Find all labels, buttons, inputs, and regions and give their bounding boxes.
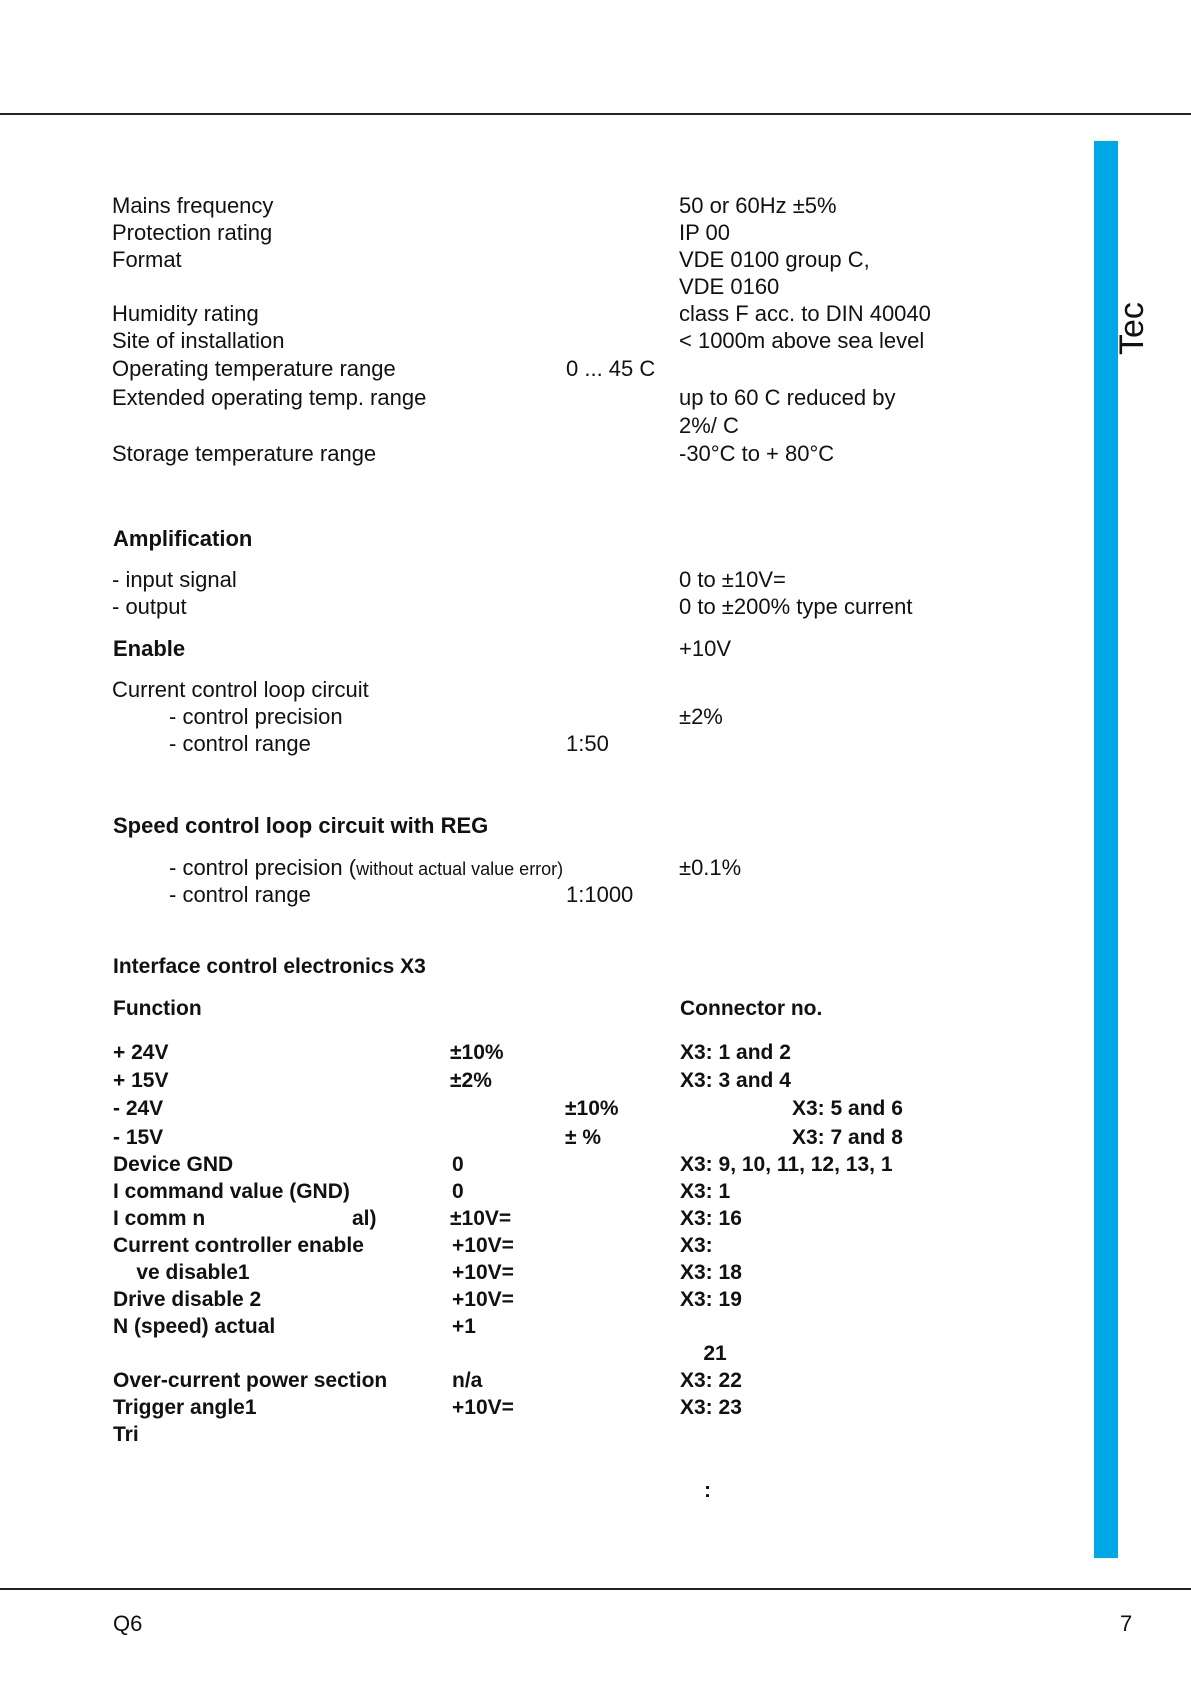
interface-function: - 15V (113, 1126, 164, 1149)
interface-function: Over-current power section (113, 1369, 388, 1392)
header-rule (0, 113, 1191, 115)
interface-tolerance: +10V= (452, 1261, 514, 1284)
current-range-label: - control range (169, 731, 311, 756)
spec-value: VDE 0160 (679, 274, 780, 299)
interface-tolerance: +1 (452, 1315, 476, 1338)
interface-function: Tri (113, 1423, 139, 1446)
interface-connector: X3: 16 (680, 1207, 742, 1230)
interface-tolerance: 0 (452, 1153, 464, 1176)
interface-connector: X3: 19 (680, 1288, 742, 1311)
interface-function-tail: al) (352, 1207, 377, 1230)
side-tab-label: Tec (1113, 302, 1151, 355)
spec-label: Site of installation (112, 328, 285, 353)
interface-function: - 24V (113, 1097, 164, 1120)
interface-tolerance: +10V= (452, 1288, 514, 1311)
column-header-function: Function (113, 997, 202, 1020)
spec-value: 50 or 60Hz ±5% (679, 193, 837, 218)
amp-output-label: - output (112, 594, 187, 619)
interface-tolerance: n/a (452, 1369, 483, 1392)
section-heading-current-loop: Current control loop circuit (112, 677, 369, 702)
interface-function: Trigger angle1 (113, 1396, 257, 1419)
spec-mid-value: 0 ... 45 C (566, 356, 656, 381)
interface-tolerance: 0 (452, 1180, 464, 1203)
interface-function: Current controller enable (113, 1234, 364, 1257)
footer-doc-code: Q6 (113, 1611, 143, 1636)
speed-precision-value: ±0.1% (679, 855, 742, 880)
spec-label: Mains frequency (112, 193, 274, 218)
spec-value: class F acc. to DIN 40040 (679, 301, 931, 326)
interface-connector: X3: 5 and 6 (792, 1097, 903, 1120)
current-precision-label: - control precision (169, 704, 343, 729)
spec-value: VDE 0100 group C, (679, 247, 870, 272)
interface-function: + 24V (113, 1041, 169, 1064)
footer-rule (0, 1588, 1191, 1590)
interface-connector: X3: 1 (680, 1180, 731, 1203)
spec-value: IP 00 (679, 220, 730, 245)
amp-input-label: - input signal (112, 567, 237, 592)
spec-value: < 1000m above sea level (679, 328, 925, 353)
spec-label: Storage temperature range (112, 441, 377, 466)
current-precision-value: ±2% (679, 704, 723, 729)
interface-function: N (speed) actual (113, 1315, 276, 1338)
interface-tolerance: ±10% (565, 1097, 619, 1120)
page-number: 7 (1120, 1611, 1133, 1636)
spec-label: Extended operating temp. range (112, 385, 427, 410)
interface-connector: X3: 22 (680, 1369, 742, 1392)
interface-connector: 21 (680, 1342, 727, 1365)
interface-tolerance: ±10% (450, 1041, 504, 1064)
speed-range-label: - control range (169, 882, 311, 907)
spec-label: Format (112, 247, 182, 272)
interface-connector: X3: 7 and 8 (792, 1126, 903, 1149)
interface-connector: X3: (680, 1234, 713, 1257)
interface-tolerance: ±2% (450, 1069, 492, 1092)
spec-value: -30°C to + 80°C (679, 441, 835, 466)
interface-tolerance: ±10V= (450, 1207, 512, 1230)
interface-tolerance: +10V= (452, 1396, 514, 1419)
interface-connector: X3: 3 and 4 (680, 1069, 791, 1092)
speed-precision-label (169, 855, 563, 882)
interface-function: I command value (GND) (113, 1180, 350, 1203)
enable-value: +10V (679, 636, 731, 661)
speed-precision-text: - control precision ( (169, 855, 357, 880)
column-header-connector: Connector no. (680, 997, 823, 1020)
spec-label: Operating temperature range (112, 356, 396, 381)
section-heading-interface: Interface control electronics X3 (113, 955, 426, 978)
section-heading-amplification: Amplification (113, 526, 253, 551)
interface-tolerance: +10V= (452, 1234, 514, 1257)
interface-function: + 15V (113, 1069, 169, 1092)
interface-function: Drive disable 2 (113, 1288, 262, 1311)
interface-function: ve disable1 (113, 1261, 250, 1284)
spec-value: up to 60 C reduced by (679, 385, 896, 410)
amp-output-value: 0 to ±200% type current (679, 594, 913, 619)
interface-function: Device GND (113, 1153, 234, 1176)
amp-input-value: 0 to ±10V= (679, 567, 786, 592)
spec-value: 2%/ C (679, 413, 739, 438)
interface-tolerance: ± % (565, 1126, 602, 1149)
section-heading-enable: Enable (113, 636, 186, 661)
interface-function: I comm n (113, 1207, 206, 1230)
speed-range-value: 1:1000 (566, 882, 634, 907)
interface-connector: X3: 9, 10, 11, 12, 13, 1 (680, 1153, 893, 1176)
spec-label: Protection rating (112, 220, 273, 245)
section-heading-speed-loop: Speed control loop circuit with REG (113, 813, 489, 838)
speed-precision-note: without actual value error) (356, 859, 564, 879)
current-range-value: 1:50 (566, 731, 609, 756)
interface-connector: X3: 23 (680, 1396, 742, 1419)
interface-connector: X3: 18 (680, 1261, 742, 1284)
interface-connector: X3: 1 and 2 (680, 1041, 791, 1064)
spec-label: Humidity rating (112, 301, 259, 326)
stray-colon: : (704, 1479, 711, 1502)
